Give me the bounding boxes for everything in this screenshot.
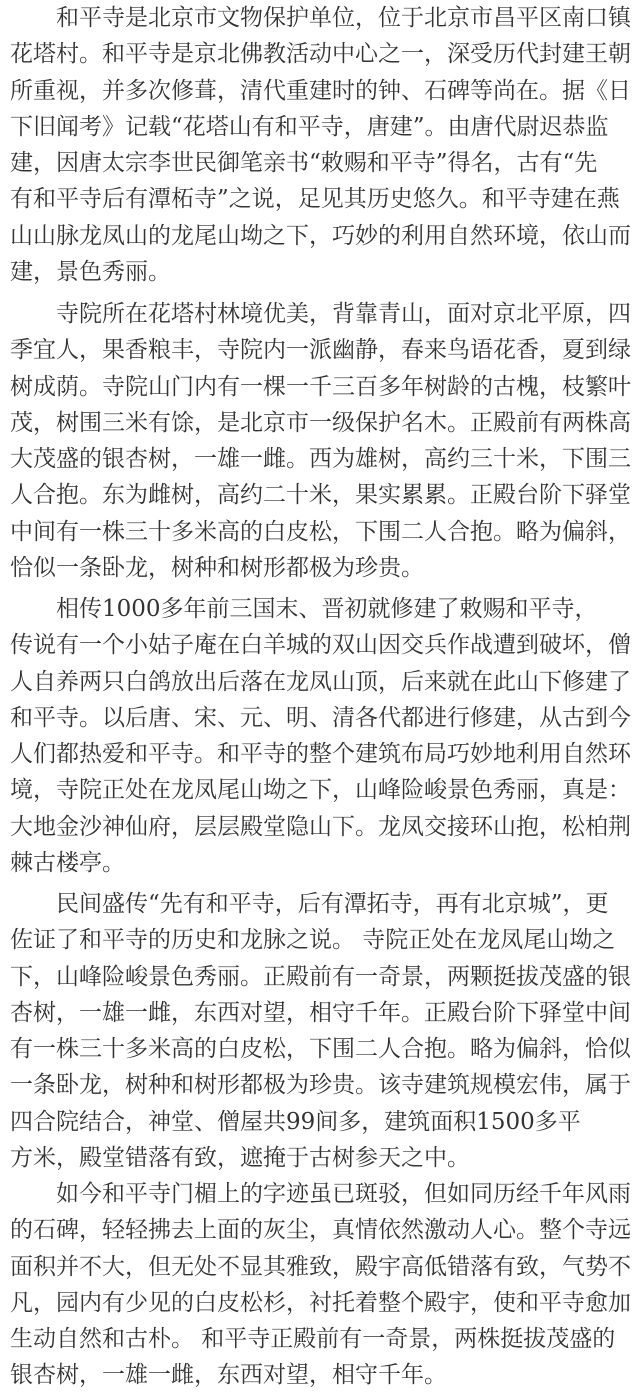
paragraph-line: 传说有一个小姑子庵在白羊城的双山因交兵作战遭到破坏，僧 — [10, 632, 631, 659]
paragraph-line: 四合院结合，神堂、僧屋共99间多，建筑面积1500多平 — [10, 1108, 581, 1135]
paragraph-line: 人合抱。东为雌树，高约二十米，果实累累。正殿台阶下驿堂 — [10, 482, 631, 509]
paragraph-line: 茂，树围三米有馀，是北京市一级保护名木。正殿前有两株高 — [10, 409, 631, 436]
paragraph-line: 生动自然和古朴。 和平寺正殿前有一奇景，两株挺拔茂盛的 — [10, 1326, 616, 1353]
paragraph-line: 树成荫。寺院山门内有一棵一千三百多年树龄的古槐，枝繁叶 — [10, 373, 631, 400]
paragraph-line: 有一株三十多米高的白皮松，下围二人合抱。略为偏斜，恰似 — [10, 1036, 631, 1063]
paragraph-line: 面积并不大，但无处不显其雅致，殿宇高低错落有致，气势不 — [10, 1253, 631, 1280]
paragraph-line: 花塔村。和平寺是京北佛教活动中心之一，深受历代封建王朝 — [10, 41, 631, 68]
paragraph-line: 寺院所在花塔村林境优美，背靠青山，面对京北平原，四 — [56, 301, 631, 327]
paragraph-line: 佐证了和平寺的历史和龙脉之说。 寺院正处在龙凤尾山坳之 — [10, 927, 616, 954]
paragraph-line: 银杏树，一雄一雌，东西对望，相守千年。 — [10, 1362, 447, 1389]
paragraph-line: 下，山峰险峻景色秀丽。正殿前有一奇景，两颗挺拔茂盛的银 — [10, 963, 631, 990]
paragraph-environment — [10, 296, 638, 586]
paragraph-legend — [10, 591, 638, 881]
paragraph-line: 所重视，并多次修葺，清代重建时的钟、石碑等尚在。据《日 — [10, 77, 631, 104]
paragraph-line: 一条卧龙，树种和树形都极为珍贵。该寺建筑规模宏伟，属于 — [10, 1072, 631, 1099]
paragraph-line: 和平寺。以后唐、宋、元、明、清各代都进行修建，从古到今 — [10, 704, 631, 731]
paragraph-folklore — [10, 886, 638, 1176]
paragraph-present-day — [10, 1176, 638, 1394]
paragraph-line: 有和平寺后有潭柘寺”之说，足见其历史悠久。和平寺建在燕 — [10, 186, 620, 213]
paragraph-line: 建，景色秀丽。 — [10, 259, 171, 286]
paragraph-line: 如今和平寺门楣上的字迹虽已斑驳，但如同历经千年风雨 — [56, 1181, 631, 1207]
paragraph-line: 凡，园内有少见的白皮松杉，衬托着整个殿宇，使和平寺愈加 — [10, 1289, 631, 1316]
paragraph-line: 建，因唐太宗李世民御笔亲书“敕赐和平寺”得名，古有“先 — [10, 150, 598, 177]
paragraph-line: 杏树，一雄一雌，东西对望，相守千年。正殿台阶下驿堂中间 — [10, 999, 631, 1026]
paragraph-line: 棘古楼亭。 — [10, 850, 125, 877]
paragraph-line: 人们都热爱和平寺。和平寺的整个建筑布局巧妙地利用自然环 — [10, 741, 631, 768]
paragraph-line: 境，寺院正处在龙凤尾山坳之下，山峰险峻景色秀丽，真是： — [10, 777, 631, 804]
paragraph-line: 大地金沙神仙府，层层殿堂隐山下。龙凤交接环山抱，松柏荆 — [10, 813, 631, 840]
paragraph-line: 中间有一株三十多米高的白皮松，下围二人合抱。略为偏斜， — [10, 518, 631, 545]
paragraph-line: 方米，殿堂错落有致，遮掩于古树参天之中。 — [10, 1145, 470, 1172]
paragraph-line: 民间盛传“先有和平寺，后有潭拓寺，再有北京城”，更 — [56, 891, 609, 917]
paragraph-line: 和平寺是北京市文物保护单位，位于北京市昌平区南口镇 — [56, 5, 631, 31]
paragraph-line: 季宜人，果香粮丰，寺院内一派幽静，春来鸟语花香，夏到绿 — [10, 337, 631, 364]
paragraph-line: 的石碑，轻轻拂去上面的灰尘，真情依然激动人心。整个寺远 — [10, 1217, 631, 1244]
paragraph-line: 相传1000多年前三国末、晋初就修建了敕赐和平寺， — [56, 596, 598, 622]
paragraph-line: 下旧闻考》记载“花塔山有和平寺，唐建”。由唐代尉迟恭监 — [10, 113, 609, 140]
paragraph-line: 山山脉龙凤山的龙尾山坳之下，巧妙的利用自然环境，依山而 — [10, 222, 631, 249]
paragraph-line: 大茂盛的银杏树，一雄一雌。西为雄树，高约三十米，下围三 — [10, 446, 631, 473]
paragraph-line: 恰似一条卧龙，树种和树形都极为珍贵。 — [10, 555, 424, 582]
paragraph-line: 人自养两只白鸽放出后落在龙凤山顶，后来就在此山下修建了 — [10, 668, 631, 695]
paragraph-history — [10, 0, 638, 290]
